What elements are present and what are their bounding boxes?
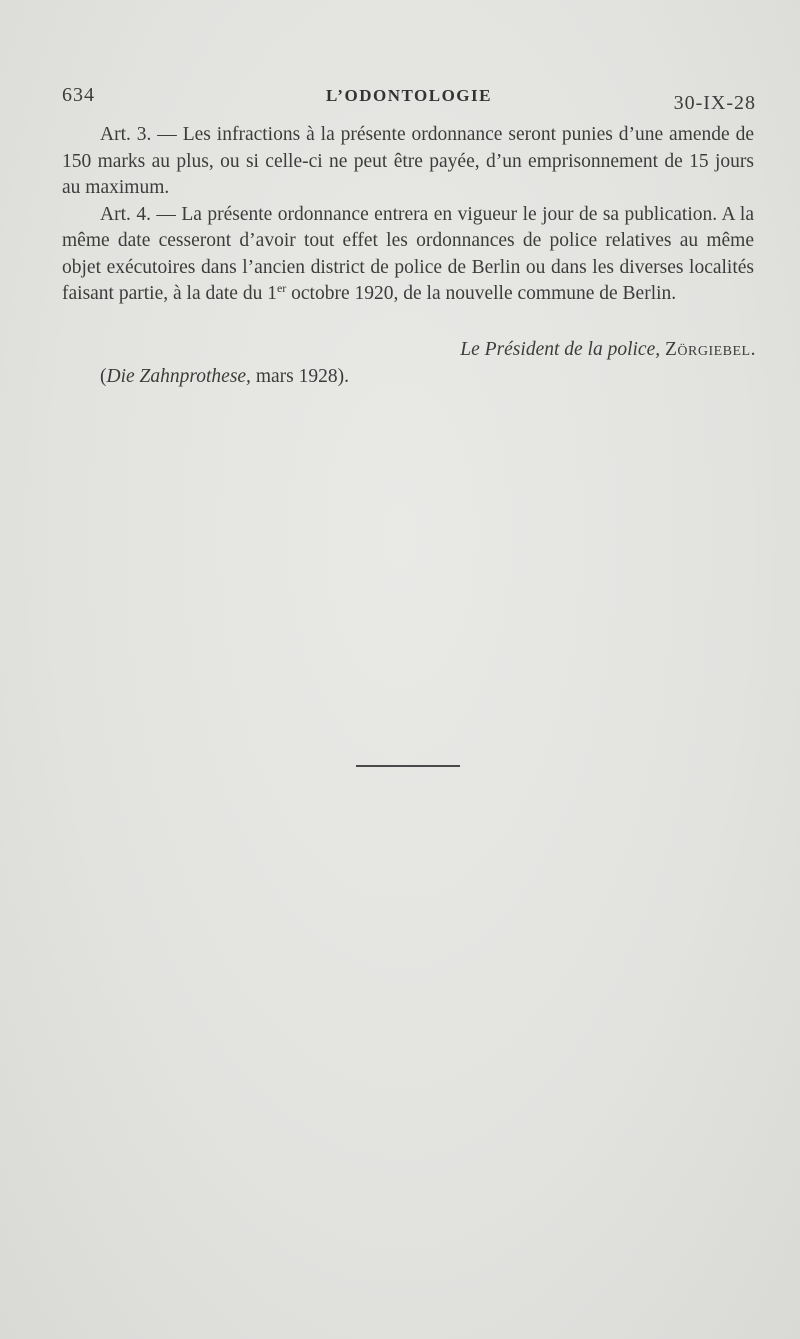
article-3 [62, 122, 754, 202]
signature-title: Le Président de la police, [460, 339, 661, 360]
article-4-label: Art. 4. — [100, 203, 176, 225]
issue-date: 30-IX-28 [673, 92, 756, 114]
signature-name: Zörgiebel. [664, 339, 756, 360]
article-3-text: Les infractions à la présente ordonnance seront punies d’une amende de 150 marks au plus, ou si celle-ci ne peut être payée, d’un emprisonnement de 15 jours au maximum. [62, 124, 755, 198]
source-date: mars 1928). [255, 366, 349, 387]
article-4-text-end: octobre 1920, de la nouvelle commune de Berlin. [286, 283, 677, 304]
page-header [62, 84, 756, 114]
body-text [62, 122, 754, 308]
article-4-superscript: er [276, 281, 287, 295]
source-citation: (Die Zahnprothese, mars 1928). [100, 366, 349, 387]
source-publication: Die Zahnprothese, [106, 366, 251, 387]
signature [62, 339, 756, 361]
article-4-text: La présente ordonnance entrera en vigueur le jour de sa publication. A la même date cesseront d’avoir tout effet les ordonnances de police relatives au même objet exécutoires dans l’ancien district de police de Berlin ou dans les diverses localités faisant partie, à la date du 1 [62, 203, 755, 304]
article-4 [62, 202, 754, 308]
article-3-label: Art. 3. — [100, 124, 177, 145]
section-divider [356, 765, 460, 767]
page-number: 634 [62, 84, 95, 106]
running-title: L’ODONTOLOGIE [326, 86, 492, 105]
